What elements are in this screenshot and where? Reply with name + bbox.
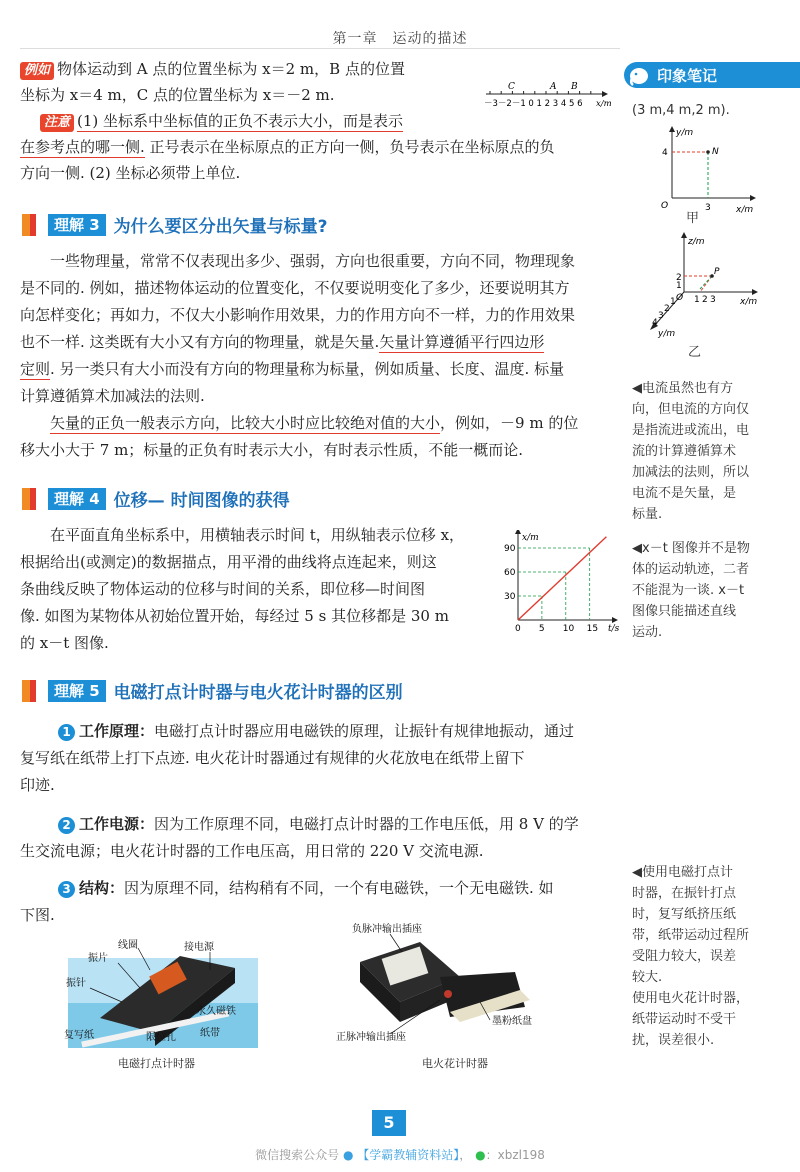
yi-ylabel: y/m	[658, 329, 676, 339]
note-line: 带，纸带运动过程所	[632, 928, 750, 943]
sidebar-note-xt	[632, 538, 792, 643]
xt-chart	[494, 530, 624, 642]
header-divider	[20, 48, 620, 49]
section3-line: 一些物理量，常常不仅表现出多少、强弱，方向也很重要，方向不同，物理现象	[50, 252, 576, 270]
note-line: 较大.	[632, 970, 663, 985]
item1-line: 印迹.	[20, 776, 55, 794]
number-1-icon: 1	[58, 724, 75, 741]
item3-line: 下图.	[20, 906, 55, 924]
note-line: 时器，在振针打点	[632, 886, 737, 901]
footer-globe-icon: ●	[342, 1148, 354, 1162]
item3-line: 因为原理不同，结构稍有不同，一个有电磁铁，一个无电磁铁. 如	[124, 879, 554, 897]
example-tag: 例如	[20, 62, 54, 80]
section4-line: 条曲线反映了物体运动的位移与时间的关系，即位移—时间图	[20, 580, 426, 598]
note-line2-rest: 正号表示在坐标原点的正方向一侧，负号表示在坐标原点的负	[144, 138, 555, 156]
series-line	[518, 537, 606, 620]
yi-ytick-2: 2	[664, 304, 670, 314]
jia-point: N	[712, 147, 719, 157]
yi-ztick-1: 1	[676, 281, 682, 291]
book-icon	[22, 680, 44, 702]
number-2-icon: 2	[58, 817, 75, 834]
vector-rule-underlined: 矢量计算遵循平行四边形	[379, 333, 545, 351]
note-line: 向，但电流的方向仅	[632, 402, 750, 417]
fig-jia-caption: 甲	[686, 211, 700, 226]
label-toner-disk: 墨粉纸盘	[492, 1016, 532, 1027]
note-line: 电流不是矢量，是	[632, 486, 737, 501]
note-line: 是指流进或流出，电	[632, 423, 750, 438]
note-line: 受阻力较大，误差	[632, 949, 737, 964]
section3-body	[20, 248, 620, 464]
label-tape: 纸带	[200, 1028, 220, 1039]
electromagnetic-timer-figure	[60, 928, 270, 1068]
jia-yval: 4	[662, 148, 668, 158]
right-figure-caption: 电火花计时器	[422, 1057, 488, 1070]
label-carbon-paper: 复写纸	[64, 1030, 94, 1041]
sign-rule-underlined: 矢量的正负一般表示方向，比较大小时应比较绝对值的大小	[50, 414, 441, 432]
footer-watermark	[0, 1146, 800, 1163]
section4-line: 像. 如图为某物体从初始位置开始，每经过 5 s 其位移都是 30 m	[20, 607, 449, 625]
jia-ylabel: y/m	[676, 128, 694, 138]
note-block	[20, 108, 620, 186]
section3-line: ，例如，－9 m 的位	[440, 414, 579, 432]
sidebar-title: 印象笔记	[657, 66, 718, 85]
elephant-icon	[627, 63, 651, 87]
section4-line: 根据给出(或测定)的数据描点，用平滑的曲线将点连起来，则这	[20, 553, 437, 571]
section3-title: 为什么要区分出矢量与标量?	[113, 217, 328, 237]
note-line: 加减法的法则，所以	[632, 465, 750, 480]
section4-title: 位移— 时间图像的获得	[113, 491, 290, 511]
x-axis-label: t/s	[608, 624, 620, 634]
note-line: ◀使用电磁打点计	[632, 865, 733, 880]
section4-label: 理解 4	[48, 488, 106, 510]
note-line: 扰，误差很小.	[632, 1033, 715, 1048]
label-needle: 振针	[66, 978, 86, 989]
section3-label: 理解 3	[48, 214, 106, 236]
section4-body	[20, 522, 510, 657]
jia-xlabel: x/m	[736, 205, 754, 215]
yi-xlabel: x/m	[740, 297, 758, 307]
section5-body	[20, 718, 620, 929]
label-coil: 线圈	[118, 940, 138, 951]
item1-head: 工作原理：	[79, 722, 155, 740]
x-tick-label: 5	[538, 624, 545, 634]
section3-line: 计算遵循算术加减法的法则.	[20, 387, 205, 405]
point-B: B	[571, 82, 578, 92]
book-icon	[22, 488, 44, 510]
wechat-icon: ●	[475, 1148, 486, 1162]
sidebar-note-timer	[632, 862, 792, 1051]
x-axis-arrow	[612, 617, 618, 623]
example-block	[20, 56, 490, 108]
number-line-unit: x/m	[596, 99, 612, 109]
page-number: 5	[372, 1110, 406, 1136]
item2-head: 工作电源：	[79, 815, 155, 833]
yi-xtick-3: 3	[710, 295, 716, 305]
y-axis-arrow	[515, 530, 521, 534]
label-magnet: 永久磁铁	[196, 1006, 236, 1017]
jia-xval: 3	[705, 203, 711, 213]
yi-ytick-4: 4	[652, 318, 658, 328]
book-icon	[22, 214, 44, 236]
note-line: 图像只能描述直线	[632, 604, 737, 619]
sidebar-title-bar	[624, 62, 800, 88]
spark-timer-figure	[330, 922, 550, 1052]
jia-origin: O	[661, 201, 669, 211]
item1-line: 复写纸在纸带上打下点迹. 电火花计时器通过有规律的火花放电在纸带上留下	[20, 749, 525, 767]
example-line2: 坐标为 x＝4 m，C 点的位置坐标为 x＝－2 m.	[20, 86, 335, 104]
section4-line: 的 x－t 图像.	[20, 634, 109, 652]
yi-origin: O	[676, 293, 684, 303]
y-tick-label: 60	[504, 568, 516, 578]
section3-line: 向怎样变化；再如力，不仅大小影响作用效果，力的作用方向不一样，力的作用效果	[20, 306, 576, 324]
item1-line: 电磁打点计时器应用电磁铁的原理，让振针有规律地振动，通过	[154, 722, 575, 740]
x-tick-label: 10	[562, 624, 575, 634]
item2-line: 生交流电源；电火花计时器的工作电压高，用日常的 220 V 交流电源.	[20, 842, 484, 860]
section3-line: 也不一样. 这类既有大小又有方向的物理量，就是矢量.	[20, 333, 380, 351]
yi-point: P	[714, 267, 720, 277]
yi-xtick-2: 2	[702, 295, 708, 305]
footer-wechat-id: ：xbzl198	[485, 1148, 545, 1162]
note-line3: 方向一侧. (2) 坐标必须带上单位.	[20, 164, 241, 182]
yi-zlabel: z/m	[688, 237, 705, 247]
yi-ytick-1: 1	[670, 297, 676, 307]
label-vibrating-plate: 振片	[88, 953, 108, 964]
label-pos-socket: 正脉冲输出插座	[336, 1032, 406, 1043]
fig-yi-caption: 乙	[688, 345, 702, 360]
yi-xtick-1: 1	[694, 295, 700, 305]
item2-line: 因为工作原理不同，电磁打点计时器的工作电压低，用 8 V 的学	[154, 815, 579, 833]
yi-ytick-3: 3	[658, 311, 664, 321]
x-tick-label: 15	[586, 624, 599, 634]
footer-sep: ，	[459, 1148, 472, 1162]
footer-text: 微信搜索公众号	[255, 1148, 340, 1162]
note-line2-underlined: 在参考点的哪一侧.	[20, 138, 145, 156]
y-axis-label: x/m	[522, 533, 539, 543]
section3-line: 是不同的. 例如，描述物体运动的位置变化，不仅要说明变化了多少，还要说明其方	[20, 279, 570, 297]
note-line: 体的运动轨迹，二者	[632, 562, 750, 577]
note-line1: (1) 坐标系中坐标值的正负不表示大小，而是表示	[77, 112, 404, 130]
point-A: A	[550, 82, 557, 92]
left-figure-caption: 电磁打点计时器	[118, 1057, 195, 1070]
y-tick-label: 30	[504, 592, 516, 602]
note-line: 不能混为一谈. x－t	[632, 583, 745, 598]
label-hole: 限位孔	[146, 1032, 176, 1043]
sidebar-coord-text: (3 m,4 m,2 m).	[632, 103, 730, 118]
label-power: 接电源	[184, 942, 214, 953]
number-3-icon: 3	[58, 881, 75, 898]
y-tick-label: 90	[504, 544, 516, 554]
note-line: ◀x－t 图像并不是物	[632, 541, 750, 556]
example-line1: 物体运动到 A 点的位置坐标为 x＝2 m，B 点的位置	[57, 60, 405, 78]
note-line: 标量.	[632, 507, 663, 522]
section5-heading	[22, 678, 403, 703]
section4-heading	[22, 486, 290, 511]
section3-line: 移大小大于 7 m；标量的正负有时表示大小，有时表示性质，不能一概而论.	[20, 441, 524, 459]
label-neg-socket: 负脉冲输出插座	[352, 924, 422, 935]
section3-line: . 另一类只有大小而没有方向的物理量称为标量，例如质量、长度、温度. 标量	[50, 360, 565, 378]
note-tag: 注意	[40, 114, 74, 132]
note-line: 流的计算遵循算术	[632, 444, 737, 459]
section3-heading	[22, 212, 328, 237]
x-tick-label: 0	[515, 624, 521, 634]
fig-yi-3d-coords	[640, 232, 770, 344]
note-line: 运动.	[632, 625, 663, 640]
note-line: 纸带运动时不受干	[632, 1012, 737, 1027]
footer-account: 【学霸教辅资料站】	[357, 1148, 460, 1162]
section5-label: 理解 5	[48, 680, 106, 702]
note-line: ◀电流虽然也有方	[632, 381, 733, 396]
section4-line: 在平面直角坐标系中，用横轴表示时间 t，用纵轴表示位移 x，	[50, 526, 465, 544]
chapter-header: 第一章 运动的描述	[332, 31, 468, 47]
section5-title: 电磁打点计时器与电火花计时器的区别	[113, 683, 403, 703]
number-line-ticks: －3－2－1 0 1 2 3 4 5 6	[484, 99, 583, 109]
note-line: 使用电火花计时器，	[632, 991, 750, 1006]
point-C: C	[508, 82, 515, 92]
note-line: 时，复写纸挤压纸	[632, 907, 737, 922]
fig-jia-2d-coords	[652, 126, 762, 224]
item3-head: 结构：	[79, 879, 125, 897]
sidebar-note-current	[632, 378, 792, 525]
yi-ztick-2: 2	[676, 273, 682, 283]
vector-rule-underlined-end: 定则	[20, 360, 51, 378]
